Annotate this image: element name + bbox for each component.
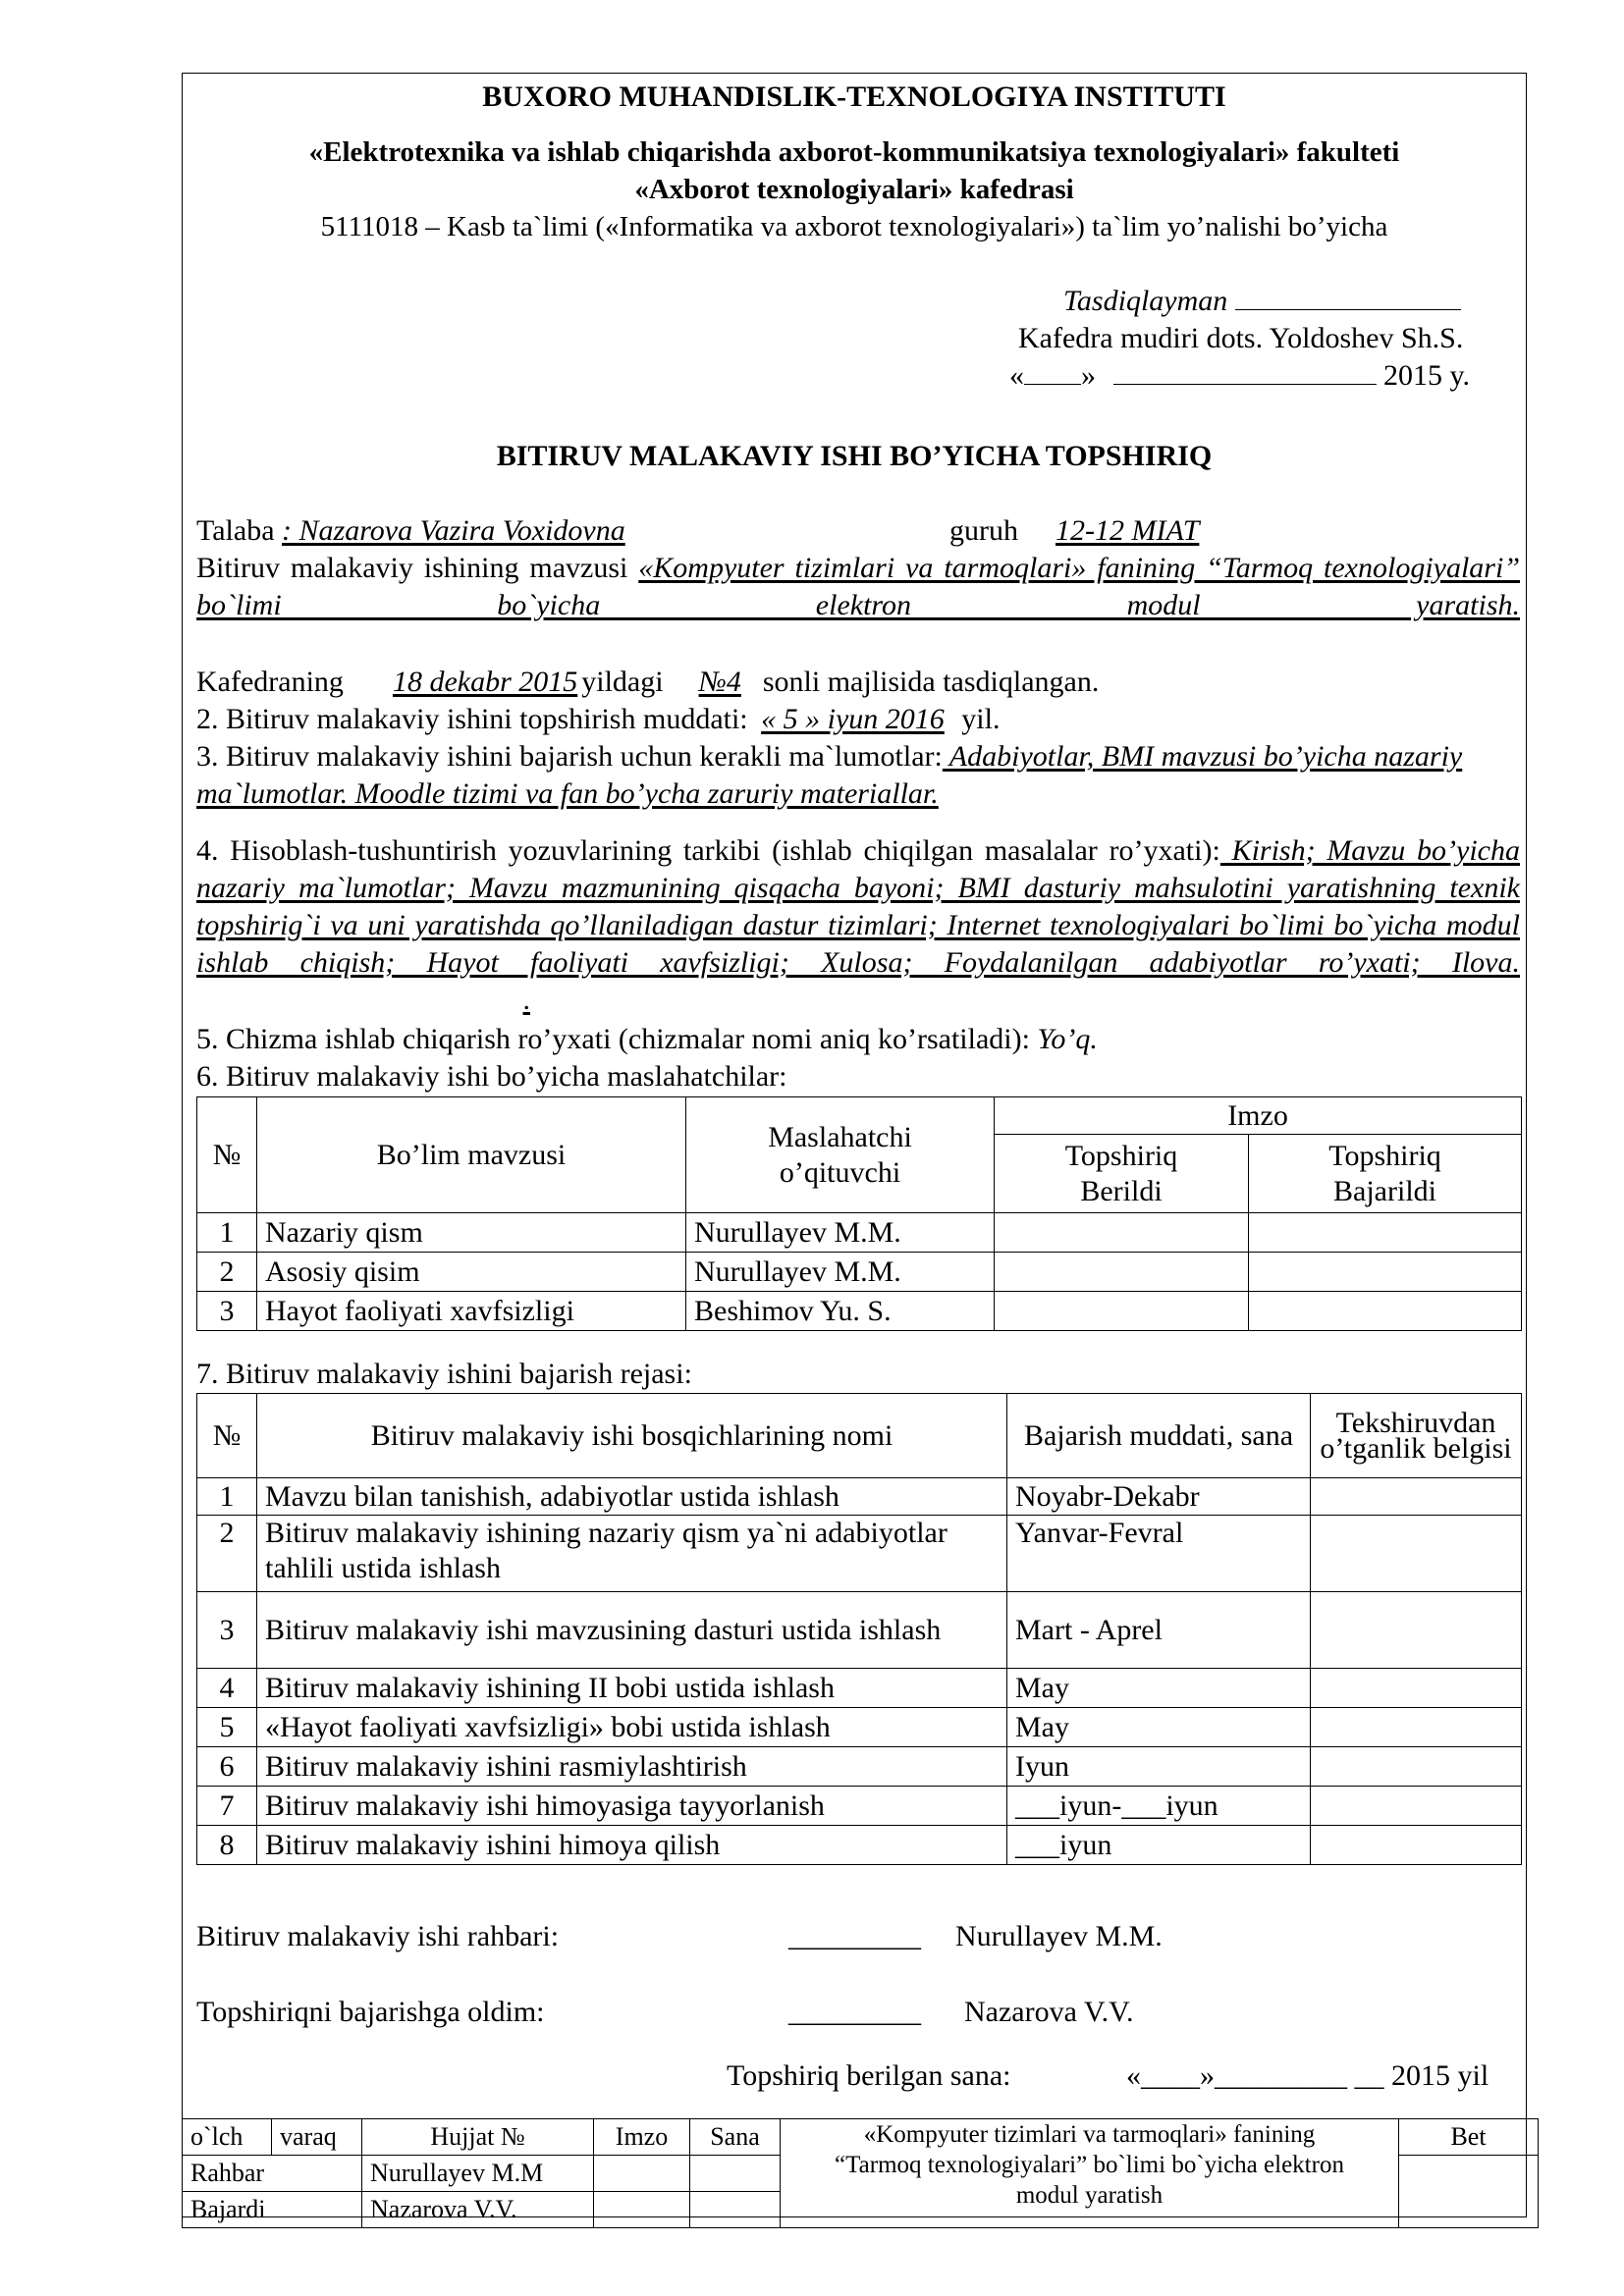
advisor-row-section: Nazariy qism <box>257 1213 686 1253</box>
plan-row-stage: Mavzu bilan tanishish, adabiyotlar ustida ishlash <box>257 1478 1007 1516</box>
advisor-row-done <box>1249 1292 1522 1331</box>
drawings-value: Yo’q. <box>1037 1023 1098 1055</box>
issued-date-label: Topshiriq berilgan sana: <box>727 2059 1011 2092</box>
faculty-title: «Elektrotexnika va ishlab chiqarishda axborot-kommunikatsiya texnologiyalari» fakulteti <box>308 136 1400 168</box>
stamp-rahbar: Rahbar <box>183 2156 362 2192</box>
advisors-header-advisor: Maslahatchi o’qituvchi <box>686 1097 995 1213</box>
drawings-label: 5. Chizma ishlab chiqarish ro’yxati (chizmalar nomi aniq ko’rsatiladi): <box>196 1023 1030 1055</box>
student-label: Talaba <box>196 514 275 547</box>
plan-row-check <box>1311 1708 1522 1747</box>
approved-date: 18 dekabr 2015 <box>392 666 578 698</box>
plan-row-check <box>1311 1747 1522 1787</box>
advisors-table <box>196 1096 1522 1331</box>
plan-row-check <box>1311 1478 1522 1516</box>
table-row <box>197 1592 1522 1669</box>
department-head: Kafedra mudiri dots. Yoldoshev Sh.S. <box>1018 322 1464 354</box>
required-info <box>196 738 1520 813</box>
plan-row-num: 4 <box>197 1669 257 1708</box>
plan-row-num: 6 <box>197 1747 257 1787</box>
table-row <box>197 1478 1522 1516</box>
plan-table <box>196 1393 1522 1865</box>
plan-row-date: May <box>1007 1669 1311 1708</box>
plan-row-stage: «Hayot faoliyati xavfsizligi» bobi ustida ishlash <box>257 1708 1007 1747</box>
student-accept-name: Nazarova V.V. <box>964 1996 1134 2028</box>
plan-row-stage: Bitiruv malakaviy ishining II bobi ustida ishlash <box>257 1669 1007 1708</box>
date-quote-close: » <box>1081 359 1096 392</box>
document-title: BITIRUV MALAKAVIY ISHI BO’YICHA TOPSHIRIQ <box>496 440 1213 472</box>
stamp-rahbar-name: Nurullayev M.M <box>362 2156 594 2192</box>
plan-row-date: Noyabr-Dekabr <box>1007 1478 1311 1516</box>
plan-row-stage: Bitiruv malakaviy ishining nazariy qism ya`ni adabiyotlar tahlili ustida ishlash <box>257 1516 1007 1592</box>
date-quote-open: « <box>1009 359 1024 392</box>
deadline-line <box>196 701 1000 738</box>
approved-line <box>196 664 1099 701</box>
plan-row-num: 1 <box>197 1478 257 1516</box>
table-row <box>197 1787 1522 1826</box>
approval-year: 2015 y. <box>1383 359 1471 392</box>
approval-line <box>1063 283 1461 320</box>
stamp-bet: Bet <box>1399 2119 1539 2156</box>
stamp-rahbar-date <box>690 2156 781 2192</box>
student-name: : Nazarova Vazira Voxidovna <box>282 514 625 547</box>
plan-header-date: Bajarish muddati, sana <box>1007 1394 1311 1478</box>
supervisor-name: Nurullayev M.M. <box>955 1920 1163 1952</box>
plan-header-check: Tekshiruvdan o’tganlik belgisi <box>1311 1394 1522 1478</box>
month-line <box>1113 384 1377 385</box>
group-label: guruh <box>949 514 1019 547</box>
advisor-row-done <box>1249 1213 1522 1253</box>
approved-mid: yildagi <box>581 666 664 698</box>
plan-row-num: 2 <box>197 1516 257 1592</box>
topic-label: Bitiruv malakaviy ishining mavzusi <box>196 552 628 584</box>
advisor-row-name: Beshimov Yu. S. <box>686 1292 995 1331</box>
contents-end: . <box>522 984 530 1016</box>
plan-row-date: Iyun <box>1007 1747 1311 1787</box>
plan-header-stage: Bitiruv malakaviy ishi bosqichlarining nomi <box>257 1394 1007 1478</box>
plan-row-check <box>1311 1516 1522 1592</box>
required-info-value: Adabiyotlar, BMI mavzusi bo’yicha nazariy ma`lumotlar. Moodle tizimi va fan bo’ycha zaruriy materiallar. <box>196 740 1463 810</box>
table-row <box>197 1708 1522 1747</box>
stamp-date: Sana <box>690 2119 781 2156</box>
advisors-header-signature: Imzo <box>995 1097 1522 1135</box>
advisor-row-section: Hayot faoliyati xavfsizligi <box>257 1292 686 1331</box>
table-row <box>197 1669 1522 1708</box>
advisors-header-section: Bo’lim mavzusi <box>257 1097 686 1213</box>
plan-row-date: ___iyun <box>1007 1826 1311 1865</box>
approval-label: Tasdiqlayman <box>1063 285 1228 317</box>
supervisor-blank: _________ <box>788 1920 921 1952</box>
plan-row-date: ___iyun-___iyun <box>1007 1787 1311 1826</box>
advisor-row-given <box>995 1292 1249 1331</box>
student-accept-label: Topshiriqni bajarishga oldim: <box>196 1996 545 2028</box>
approval-signature-line <box>1235 309 1461 310</box>
plan-row-date: May <box>1007 1708 1311 1747</box>
advisor-row-section: Asosiy qisim <box>257 1253 686 1292</box>
stamp-bajardi-name: Nazarova V.V. <box>362 2192 594 2228</box>
approval-date <box>1009 357 1470 395</box>
stamp-olch: o`lch <box>183 2119 272 2156</box>
plan-label: 7. Bitiruv malakaviy ishini bajarish rejasi: <box>196 1358 692 1390</box>
approved-suffix: sonli majlisida tasdiqlangan. <box>762 666 1100 698</box>
advisor-row-name: Nurullayev M.M. <box>686 1213 995 1253</box>
approved-prefix: Kafedraning <box>196 666 344 698</box>
plan-row-num: 5 <box>197 1708 257 1747</box>
advisors-label: 6. Bitiruv malakaviy ishi bo’yicha maslahatchilar: <box>196 1060 787 1093</box>
stamp-bet-value <box>1399 2156 1539 2228</box>
student-line <box>196 512 1278 550</box>
table-row <box>197 1292 1522 1331</box>
table-row <box>197 1826 1522 1865</box>
plan-row-stage: Bitiruv malakaviy ishini rasmiylashtirish <box>257 1747 1007 1787</box>
topic-paragraph <box>196 550 1520 624</box>
topic-text: «Kompyuter tizimlari va tarmoqlari» fanining “Tarmoq texnologiyalari” bo`limi bo`yicha elektron modul yaratish. <box>196 552 1521 621</box>
deadline-suffix: yil. <box>961 703 1001 735</box>
advisor-row-given <box>995 1213 1249 1253</box>
contents-label: 4. Hisoblash-tushuntirish yozuvlarining tarkibi (ishlab chiqilgan masalalar ro’yxati): <box>196 834 1220 867</box>
advisor-row-num: 3 <box>197 1292 257 1331</box>
advisors-header-given: Topshiriq Berildi <box>995 1135 1249 1213</box>
table-row <box>197 1516 1522 1592</box>
supervisor-label: Bitiruv malakaviy ishi rahbari: <box>196 1920 560 1952</box>
plan-row-check <box>1311 1592 1522 1669</box>
plan-header-num: № <box>197 1394 257 1478</box>
day-line <box>1024 384 1081 385</box>
advisor-row-done <box>1249 1253 1522 1292</box>
advisor-row-num: 2 <box>197 1253 257 1292</box>
stamp-bajardi-sign <box>594 2192 690 2228</box>
advisors-header-num: № <box>197 1097 257 1213</box>
plan-row-check <box>1311 1787 1522 1826</box>
plan-row-num: 7 <box>197 1787 257 1826</box>
plan-row-check <box>1311 1669 1522 1708</box>
table-row <box>197 1253 1522 1292</box>
plan-row-stage: Bitiruv malakaviy ishi mavzusining dasturi ustida ishlash <box>257 1592 1007 1669</box>
plan-row-check <box>1311 1826 1522 1865</box>
contents-paragraph <box>196 832 1520 1019</box>
institute-title: BUXORO MUHANDISLIK-TEXNOLOGIYA INSTITUTI <box>482 80 1226 113</box>
plan-row-num: 3 <box>197 1592 257 1669</box>
drawings-line <box>196 1021 1098 1058</box>
table-row <box>197 1747 1522 1787</box>
advisor-row-name: Nurullayev M.M. <box>686 1253 995 1292</box>
plan-row-date: Mart - Aprel <box>1007 1592 1311 1669</box>
stamp-sign: Imzo <box>594 2119 690 2156</box>
contents-value: Kirish; Mavzu bo’yicha nazariy ma`lumotlar; Mavzu mazmunining qisqacha bayoni; BMI dasturiy mahsulotini yaratishning texnik topshirig`i va uni yaratishda qo’llaniladigan dastur tizimlari; Internet texnologiyalari bo`limi bo`yicha modul ishlab chiqish; Hayot faoliyati xavfsizligi; Xulosa; Foydalanilgan adabiyotlar ro’yxati; Ilova. <box>196 834 1520 979</box>
stamp-varaq: varaq <box>272 2119 362 2156</box>
plan-row-num: 8 <box>197 1826 257 1865</box>
stamp-topic: «Kompyuter tizimlari va tarmoqlari» fanining “Tarmoq texnologiyalari” bo`limi bo`yicha elektron modul yaratish <box>781 2119 1399 2228</box>
plan-row-date: Yanvar-Fevral <box>1007 1516 1311 1592</box>
deadline-label: 2. Bitiruv malakaviy ishini topshirish muddati: <box>196 703 748 735</box>
department-title: «Axborot texnologiyalari» kafedrasi <box>634 174 1074 205</box>
issued-date-value: «____»_________ __ 2015 yil <box>1126 2059 1489 2092</box>
table-row <box>197 1213 1522 1253</box>
stamp-doc: Hujjat № <box>362 2119 594 2156</box>
approved-number: №4 <box>698 666 741 698</box>
stamp-bajardi: Bajardi <box>183 2192 362 2228</box>
stamp-bajardi-date <box>690 2192 781 2228</box>
stamp-rahbar-sign <box>594 2156 690 2192</box>
required-info-label: 3. Bitiruv malakaviy ishini bajarish uchun kerakli ma`lumotlar: <box>196 740 943 773</box>
deadline-value: « 5 » iyun 2016 <box>761 703 945 735</box>
advisors-header-done: Topshiriq Bajarildi <box>1249 1135 1522 1213</box>
advisor-row-given <box>995 1253 1249 1292</box>
title-block <box>182 2118 1539 2228</box>
plan-row-stage: Bitiruv malakaviy ishini himoya qilish <box>257 1826 1007 1865</box>
plan-row-stage: Bitiruv malakaviy ishi himoyasiga tayyorlanish <box>257 1787 1007 1826</box>
group-value: 12-12 MIAT <box>1056 514 1200 547</box>
advisor-row-num: 1 <box>197 1213 257 1253</box>
student-accept-blank: _________ <box>788 1996 921 2028</box>
direction-line: 5111018 – Kasb ta`limi («Informatika va axborot texnologiyalari») ta`lim yo’nalishi bo’yicha <box>320 211 1388 242</box>
